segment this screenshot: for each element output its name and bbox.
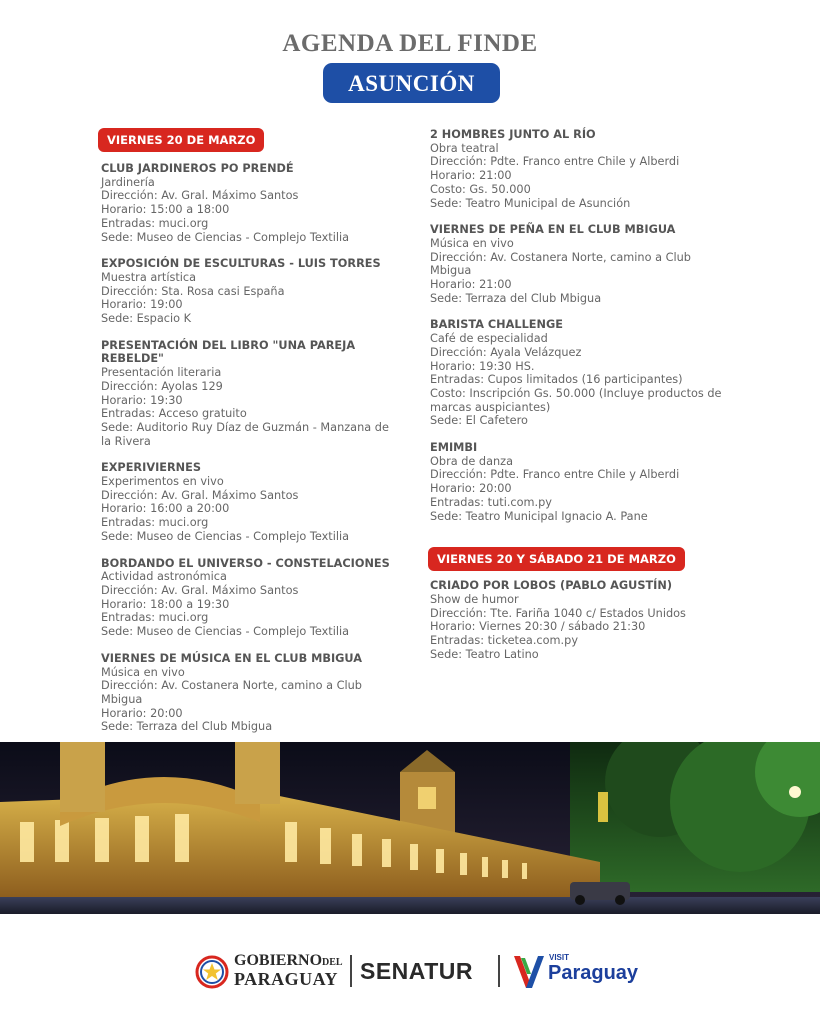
event-detail: Horario: 20:00: [101, 706, 183, 720]
senatur-logo: SENATUR: [360, 958, 473, 984]
event-item: [101, 162, 401, 244]
event-detail: Horario: 19:30 HS.: [430, 359, 535, 373]
paraguay-brand-word: Paraguay: [548, 962, 639, 984]
event-item: [101, 461, 401, 543]
left-column: [101, 128, 401, 747]
event-title: CRIADO POR LOBOS (PABLO AGUSTÍN): [430, 579, 672, 593]
event-detail: Dirección: Pdte. Franco entre Chile y Alberdi: [430, 155, 680, 169]
gobierno-word: GOBIERNO: [234, 952, 323, 969]
event-detail: Sede: Terraza del Club Mbigua: [101, 720, 273, 734]
event-detail: Horario: 21:00: [430, 278, 512, 292]
event-detail: Obra teatral: [430, 141, 499, 155]
event-detail: Dirección: Ayala Velázquez: [430, 345, 582, 359]
event-item: [430, 441, 730, 523]
event-detail: Horario: 19:00: [101, 298, 183, 312]
event-detail: Dirección: Ayolas 129: [101, 379, 223, 393]
event-detail: Dirección: Av. Gral. Máximo Santos: [101, 583, 299, 597]
event-detail: Horario: 21:00: [430, 169, 512, 183]
event-item: [101, 339, 401, 449]
event-detail: Horario: 18:00 a 19:30: [101, 597, 230, 611]
event-detail: Presentación literaria: [101, 366, 222, 380]
weekend-event-list: [430, 579, 730, 661]
event-detail: Experimentos en vivo: [101, 475, 224, 489]
event-detail: Dirección: Tte. Fariña 1040 c/ Estados Unidos: [430, 606, 686, 620]
event-detail: Dirección: Av. Costanera Norte, camino a Club Mbigua: [101, 679, 362, 706]
del-word: DEL: [322, 957, 343, 968]
event-detail: Sede: Museo de Ciencias - Complejo Textilia: [101, 625, 350, 639]
night-building-photo: [0, 742, 820, 914]
event-detail: Sede: El Cafetero: [430, 414, 528, 428]
divider: [498, 955, 500, 987]
event-title: PRESENTACIÓN DEL LIBRO "UNA PAREJA REBELDE": [101, 338, 356, 366]
left-event-list: [101, 162, 401, 734]
event-detail: Horario: 19:30: [101, 393, 183, 407]
page-title: AGENDA DEL FINDE: [282, 30, 538, 57]
event-detail: Sede: Terraza del Club Mbigua: [430, 291, 602, 305]
event-item: [101, 257, 401, 326]
event-item: [430, 128, 730, 210]
event-detail: Sede: Teatro Latino: [430, 647, 539, 661]
event-title: CLUB JARDINEROS PO PRENDÉ: [101, 162, 294, 175]
event-detail: Dirección: Av. Costanera Norte, camino a Club Mbigua: [430, 250, 691, 278]
footer-logos: [0, 914, 820, 1024]
event-title: BORDANDO EL UNIVERSO - CONSTELACIONES: [101, 556, 390, 570]
event-detail: Jardinería: [101, 175, 155, 189]
event-title: BARISTA CHALLENGE: [430, 318, 563, 332]
event-detail: Entradas: Cupos limitados (16 participantes): [430, 373, 683, 387]
visit-paraguay-v-icon: [512, 950, 546, 990]
event-title: EXPERIVIERNES: [101, 461, 201, 475]
right-event-list: [430, 128, 730, 523]
event-item: [101, 652, 401, 734]
event-detail: Dirección: Av. Gral. Máximo Santos: [101, 189, 299, 203]
event-title: VIERNES DE MÚSICA EN EL CLUB MBIGUA: [101, 651, 363, 665]
event-detail: Entradas: tuti.com.py: [430, 495, 552, 509]
event-detail: Sede: Teatro Municipal Ignacio A. Pane: [430, 509, 648, 523]
event-detail: Entradas: muci.org: [101, 611, 209, 625]
event-item: [430, 223, 730, 305]
event-detail: Música en vivo: [430, 236, 514, 250]
event-detail: Costo: Gs. 50.000: [430, 182, 531, 196]
event-item: [101, 557, 401, 639]
star-seal-icon: [194, 954, 230, 990]
event-detail: Entradas: muci.org: [101, 516, 209, 530]
event-detail: Dirección: Sta. Rosa casi España: [101, 284, 285, 298]
event-item: [430, 318, 730, 428]
event-detail: Sede: Espacio K: [101, 312, 192, 326]
event-item: [430, 579, 730, 661]
event-detail: Sede: Teatro Municipal de Asunción: [430, 196, 631, 210]
event-detail: Sede: Museo de Ciencias - Complejo Textilia: [101, 529, 350, 543]
event-detail: Costo: Inscripción Gs. 50.000 (Incluye productos de marcas auspiciantes): [430, 386, 722, 414]
day-tag-weekend: VIERNES 20 Y SÁBADO 21 DE MARZO: [428, 547, 685, 571]
event-detail: Café de especialidad: [430, 332, 548, 346]
event-title: VIERNES DE PEÑA EN EL CLUB MBIGUA: [430, 223, 676, 237]
event-detail: Entradas: ticketea.com.py: [430, 634, 579, 648]
event-detail: Sede: Auditorio Ruy Díaz de Guzmán - Manzana de la Rivera: [101, 420, 389, 448]
event-detail: Sede: Museo de Ciencias - Complejo Textilia: [101, 230, 350, 244]
event-detail: Dirección: Av. Gral. Máximo Santos: [101, 488, 299, 502]
right-column: [430, 128, 730, 675]
event-title: 2 HOMBRES JUNTO AL RÍO: [430, 128, 596, 141]
event-detail: Dirección: Pdte. Franco entre Chile y Alberdi: [430, 468, 680, 482]
event-detail: Show de humor: [430, 592, 519, 606]
event-title: EMIMBI: [430, 441, 478, 455]
event-detail: Entradas: Acceso gratuito: [101, 407, 247, 421]
event-detail: Obra de danza: [430, 454, 514, 468]
event-detail: Actividad astronómica: [101, 570, 227, 584]
divider: [350, 955, 352, 987]
event-detail: Horario: Viernes 20:30 / sábado 21:30: [430, 620, 646, 634]
visit-word: VISIT: [549, 953, 570, 962]
event-detail: Música en vivo: [101, 665, 185, 679]
event-detail: Horario: 15:00 a 18:00: [101, 203, 230, 217]
event-detail: Horario: 16:00 a 20:00: [101, 502, 230, 516]
day-tag-friday: VIERNES 20 DE MARZO: [98, 128, 264, 152]
city-badge: ASUNCIÓN: [323, 63, 500, 103]
event-title: EXPOSICIÓN DE ESCULTURAS - LUIS TORRES: [101, 257, 381, 271]
event-detail: Entradas: muci.org: [101, 216, 209, 230]
paraguay-word: PARAGUAY: [234, 969, 339, 989]
event-detail: Horario: 20:00: [430, 482, 512, 496]
event-detail: Muestra artística: [101, 270, 197, 284]
